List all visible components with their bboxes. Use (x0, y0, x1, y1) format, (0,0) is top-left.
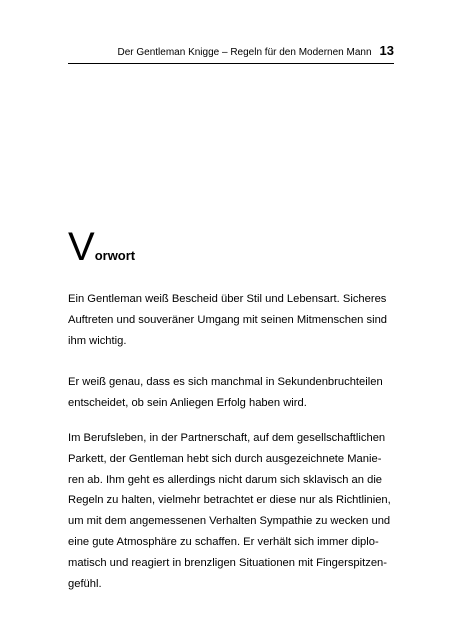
header-title: Der Gentleman Knigge – Regeln für den Modernen Mann (117, 47, 372, 58)
heading-rest: orwort (94, 248, 136, 263)
paragraph-1 (68, 289, 398, 351)
paragraph-line: Im Berufsleben, in der Partnerschaft, auf dem gesellschaftlichen (68, 432, 386, 444)
running-header (68, 43, 394, 63)
paragraph-line: Auftreten und souveräner Umgang mit seinen Mitmenschen sind (68, 313, 388, 326)
paragraph-3 (68, 428, 398, 594)
heading-initial-letter: V (68, 225, 95, 269)
paragraph-line: matisch und reagiert in brenzligen Situationen mit Fingerspitzen- (68, 556, 388, 569)
paragraph-line: Regeln zu halten, vielmehr betrachtet er diese nur als Richtlinien, (68, 494, 391, 507)
page-number: 13 (379, 43, 394, 58)
paragraph-line: ihm wichtig. (68, 334, 127, 347)
paragraph-line: Ein Gentleman weiß Bescheid über Stil und Lebensart. Sicheres (68, 293, 387, 305)
paragraph-2 (68, 372, 398, 414)
paragraph-line: Parkett, der Gentleman hebt sich durch ausgezeichnete Manie- (68, 452, 382, 465)
paragraph-line: eine gute Atmosphäre zu schaffen. Er verhält sich immer diplo- (68, 535, 379, 548)
paragraph-line: ren ab. Ihm geht es allerdings nicht darum sich sklavisch an die (68, 473, 383, 486)
header-rule (68, 63, 394, 64)
paragraph-line: um mit dem angemessenen Verhalten Sympathie zu wecken und (68, 515, 391, 528)
paragraph-line: gefühl. (68, 577, 102, 590)
section-heading (68, 227, 135, 267)
paragraph-line: entscheidet, ob sein Anliegen Erfolg haben wird. (68, 396, 307, 409)
paragraph-line: Er weiß genau, dass es sich manchmal in Sekundenbruchteilen (68, 376, 383, 388)
